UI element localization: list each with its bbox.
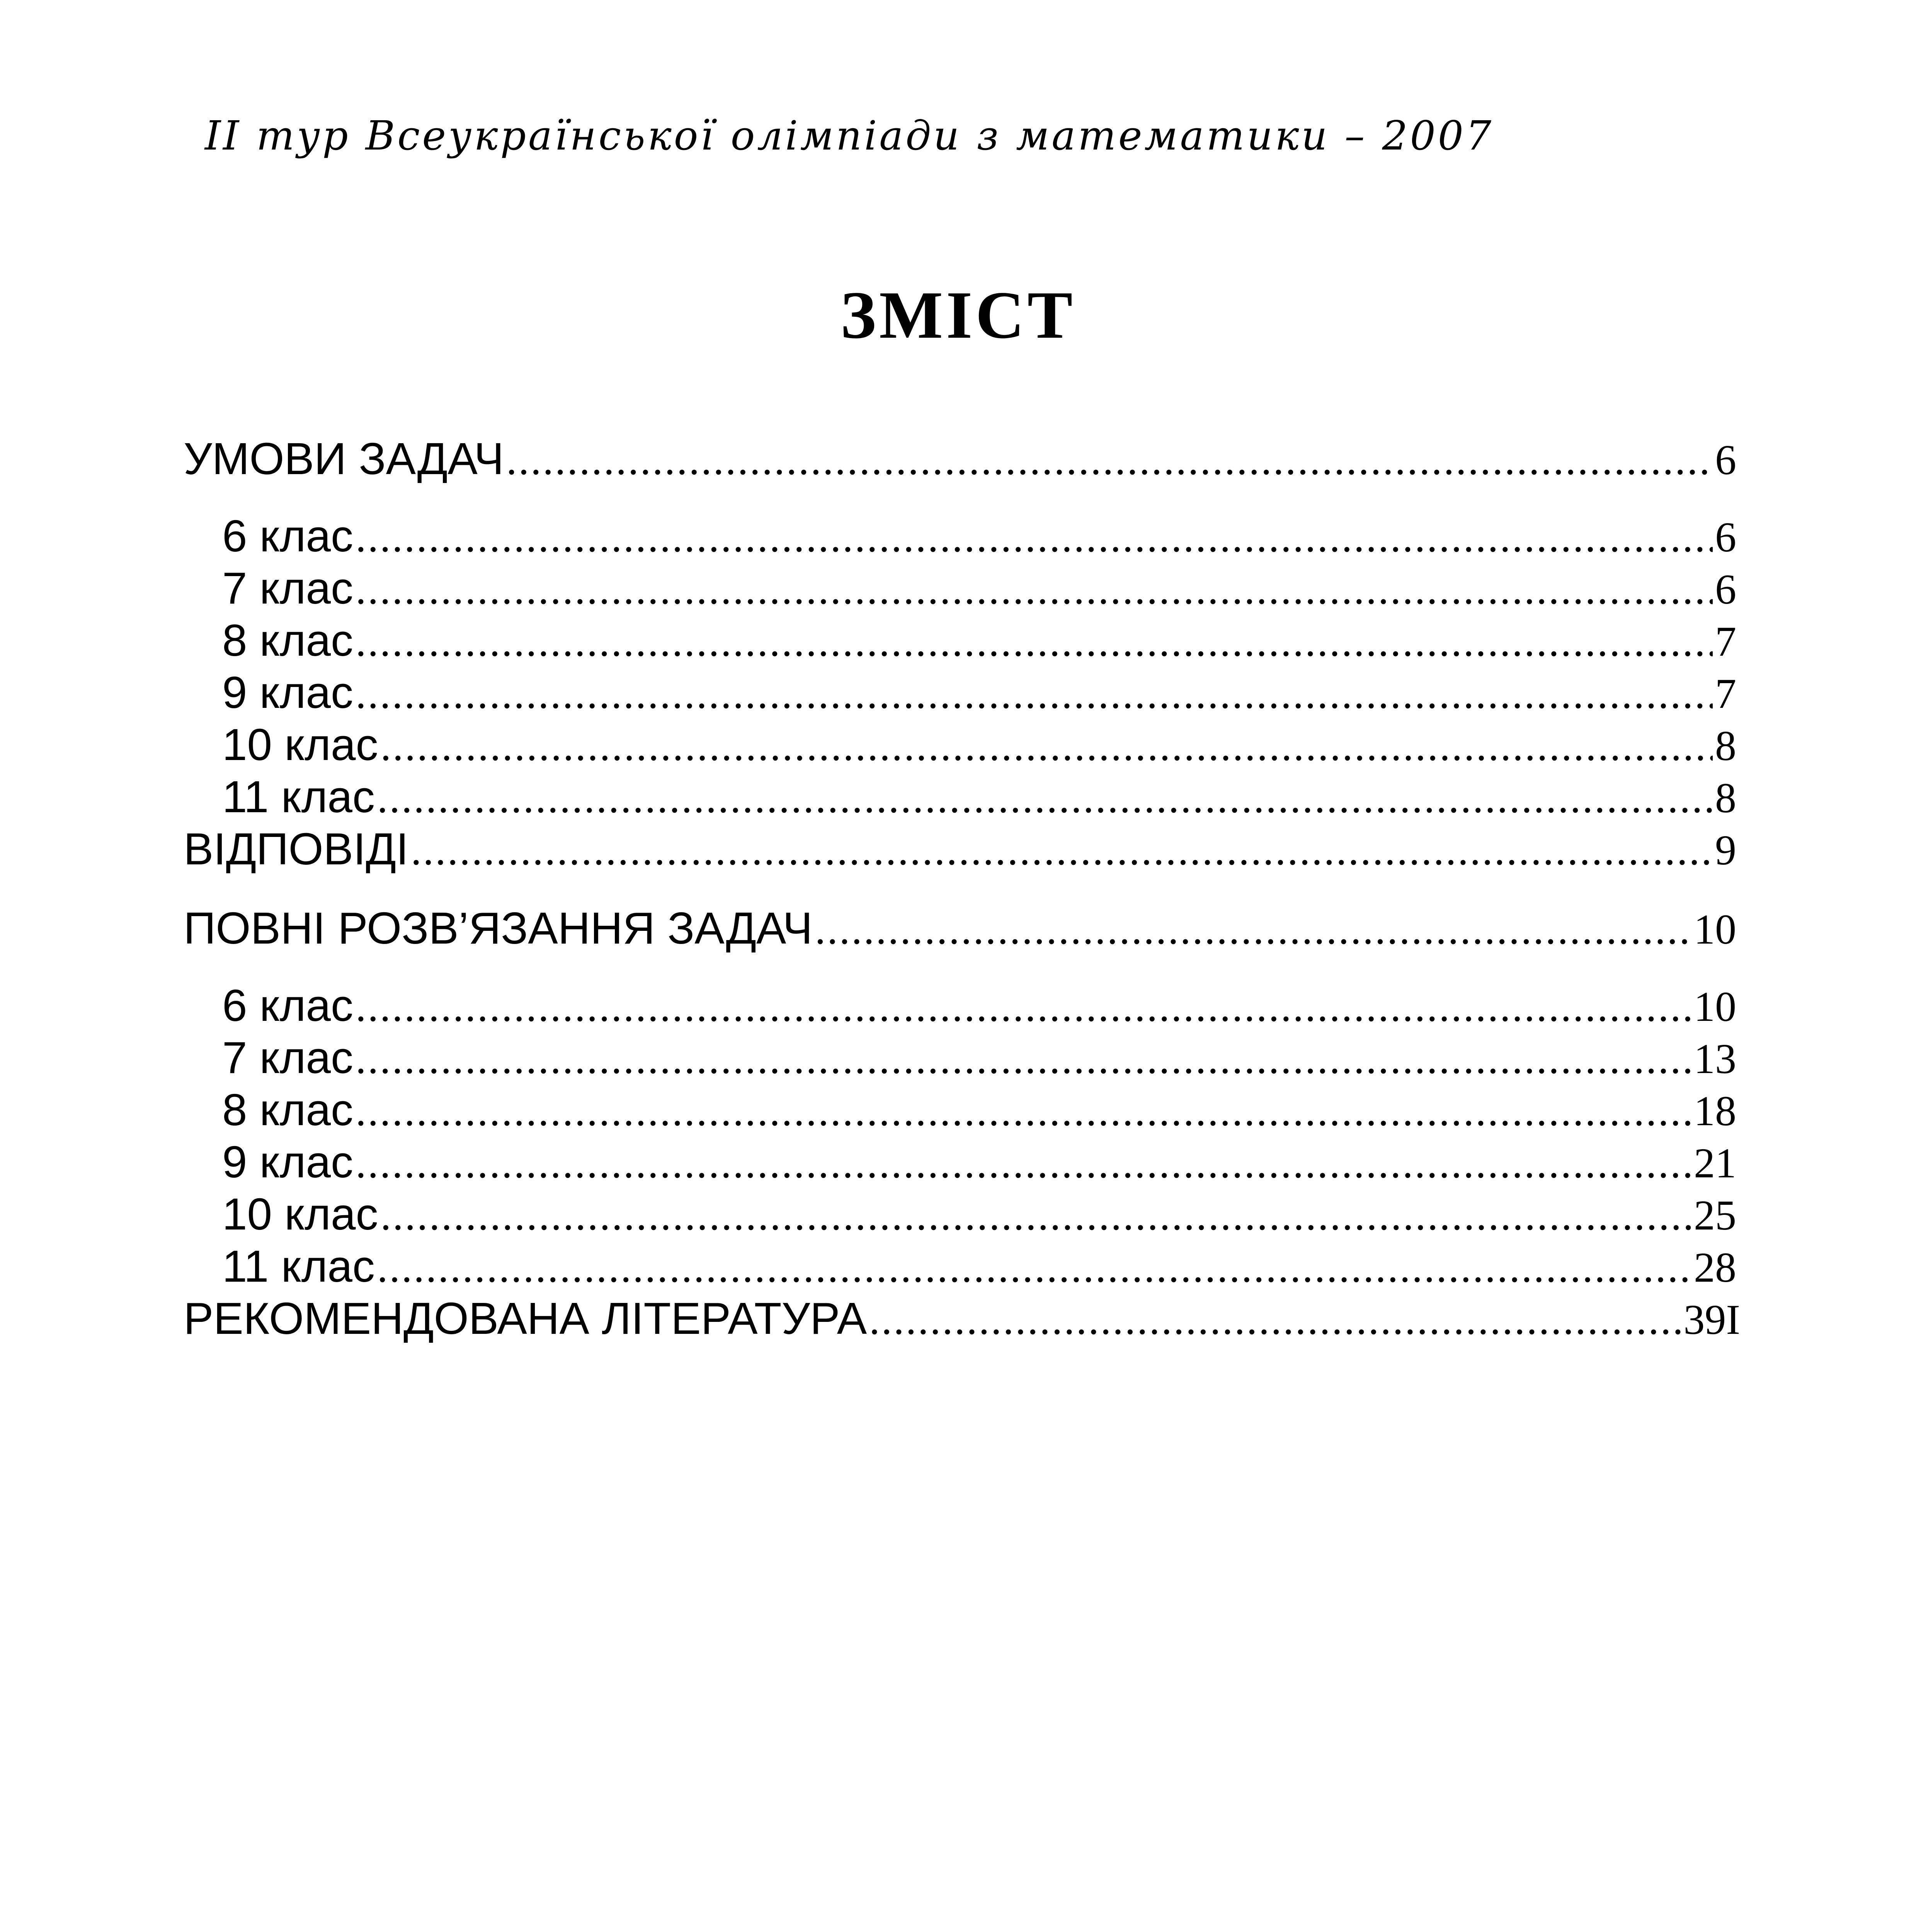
toc-entry[interactable] [184,823,1736,875]
toc-entry-label: 6 клас [222,511,353,561]
toc-entry[interactable] [184,902,1736,954]
toc-entry-page: 7 [1715,618,1736,665]
toc-entry-page: 7 [1715,670,1736,717]
toc-entry-page: 8 [1715,722,1736,769]
toc-dot-leader [356,982,1691,1031]
toc-entry-label: 9 клас [222,667,353,718]
toc-dot-leader [869,1295,1681,1344]
toc-entry-label: 11 клас [222,1241,375,1291]
toc-dot-leader [381,721,1713,770]
toc-entry-label: 10 клас [222,719,378,770]
toc-entry-page: 25 [1694,1192,1736,1239]
toc-entry-page: 21 [1694,1139,1736,1187]
toc-entry[interactable] [222,1188,1736,1240]
toc-entry-page: 6 [1715,436,1736,483]
toc-entry[interactable] [222,1084,1736,1136]
toc-entry-label: 8 клас [222,1085,353,1135]
toc-entry-label: УМОВИ ЗАДАЧ [184,434,504,484]
toc-entry-page: 6 [1715,566,1736,613]
toc-entry-label: 7 клас [222,1032,353,1083]
toc-dot-leader [356,1034,1691,1083]
toc-dot-leader [356,513,1713,562]
toc-dot-leader [411,826,1713,875]
toc-entry-label: ПОВНІ РОЗВ’ЯЗАННЯ ЗАДАЧ [184,903,813,953]
toc-entry[interactable] [222,614,1736,666]
toc-entry-label: 7 клас [222,563,353,613]
toc-entry-label: 6 клас [222,980,353,1031]
toc-entry[interactable] [222,980,1736,1031]
toc-entry-page: 13 [1694,1035,1736,1082]
toc-entry[interactable] [184,433,1736,485]
toc-entry[interactable] [222,719,1736,770]
toc-entry-page: 8 [1715,774,1736,821]
toc-entry[interactable] [222,1136,1736,1188]
toc-entry-page: 9 [1715,827,1736,874]
toc-entry[interactable] [222,510,1736,562]
toc-dot-leader [356,565,1713,614]
toc-entry-label: РЕКОМЕНДОВАНА ЛІТЕРАТУРА [184,1293,867,1344]
toc-dot-leader [815,905,1691,954]
page-title: ЗМІСТ [840,277,1076,352]
toc-entry-page: 10 [1694,906,1736,953]
toc-entry-page: 39I [1683,1296,1740,1343]
toc-entry[interactable] [222,771,1736,823]
toc-entry-label: 9 клас [222,1137,353,1187]
toc-dot-leader [506,435,1713,485]
toc-entry[interactable] [222,1032,1736,1083]
toc-entry-page: 28 [1694,1244,1736,1291]
toc-entry-page: 6 [1715,514,1736,561]
toc-dot-leader [356,617,1713,666]
running-header: ІІ тур Всеукраїнської олімпіади з математики – 2007 [205,112,1494,159]
toc-entry-page: 18 [1694,1087,1736,1134]
toc-dot-leader [356,1087,1691,1136]
toc-entry[interactable] [222,1240,1736,1292]
toc-entry-label: 10 клас [222,1189,378,1239]
toc-dot-leader [381,1191,1691,1240]
toc-entry-label: 11 клас [222,772,375,822]
toc-entry-page: 10 [1694,983,1736,1030]
toc-entry-label: ВІДПОВІДІ [184,824,409,874]
toc-dot-leader [356,1139,1691,1188]
toc-dot-leader [356,669,1713,718]
toc-entry[interactable] [222,667,1736,718]
toc-entry[interactable] [184,1293,1740,1344]
toc-entry[interactable] [222,562,1736,614]
toc-dot-leader [377,1243,1691,1292]
toc-entry-label: 8 клас [222,615,353,665]
toc-dot-leader [377,774,1713,823]
